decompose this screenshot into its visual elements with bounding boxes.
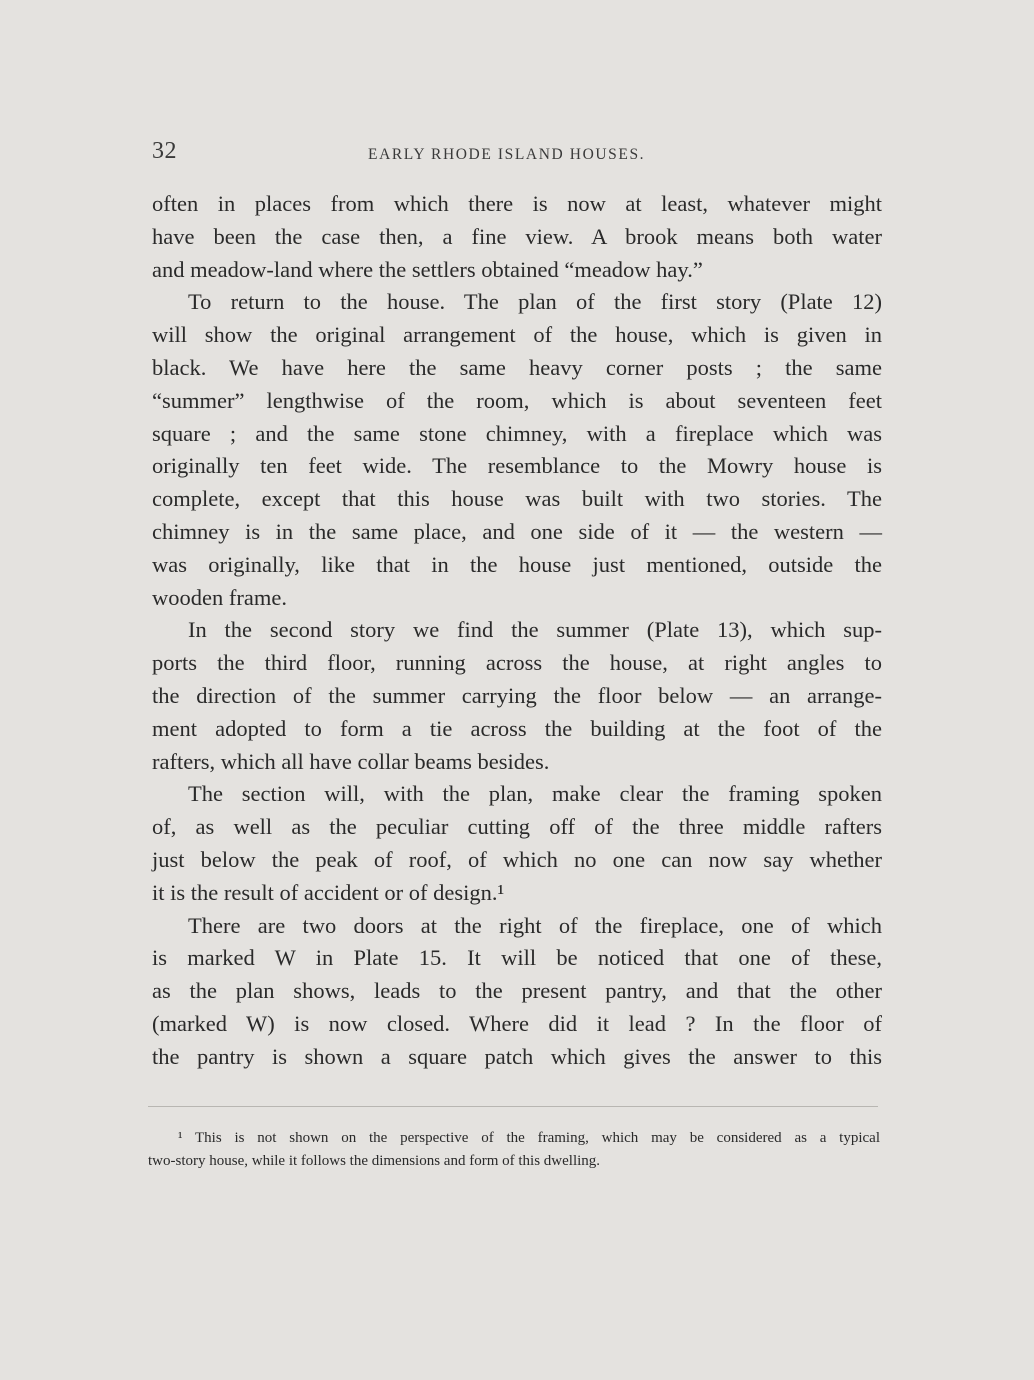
text-line: (marked W) is now closed. Where did it lead ? In the floor of <box>152 1010 882 1036</box>
text-line: In the second story we find the summer (Plate 13), which sup- <box>188 617 882 643</box>
text-line: it is the result of accident or of design.¹ <box>152 879 505 905</box>
text-line: was originally, like that in the house just mentioned, outside the <box>152 551 882 577</box>
text-line: will show the original arrangement of the house, which is given in <box>152 322 882 348</box>
footnote-divider <box>148 1106 878 1107</box>
text-line: black. We have here the same heavy corner posts ; the same <box>152 354 882 380</box>
text-line: chimney is in the same place, and one side of it — the western — <box>152 518 882 544</box>
text-line: just below the peak of roof, of which no one can now say whether <box>152 846 882 872</box>
page-header <box>152 138 882 168</box>
text-line: To return to the house. The plan of the first story (Plate 12) <box>188 289 882 315</box>
text-line: rafters, which all have collar beams besides. <box>152 748 550 774</box>
page-number: 32 <box>152 138 177 164</box>
text-line: complete, except that this house was built with two stories. The <box>152 486 882 512</box>
text-line: the pantry is shown a square patch which gives the answer to this <box>152 1043 882 1069</box>
footnote-line: two-story house, while it follows the dimensions and form of this dwelling. <box>148 1152 601 1169</box>
text-line: There are two doors at the right of the fireplace, one of which <box>188 912 882 938</box>
text-line: wooden frame. <box>152 584 287 610</box>
running-title: EARLY RHODE ISLAND HOUSES. <box>368 146 646 163</box>
text-line: ment adopted to form a tie across the building at the foot of the <box>152 715 882 741</box>
text-line: of, as well as the peculiar cutting off of the three middle rafters <box>152 814 882 840</box>
text-line: originally ten feet wide. The resemblance to the Mowry house is <box>152 453 882 479</box>
text-line: The section will, with the plan, make clear the framing spoken <box>188 781 882 807</box>
text-line: and meadow-land where the settlers obtained “meadow hay.” <box>152 256 703 282</box>
footnote-line: ¹ This is not shown on the perspective of the framing, which may be considered as a typical <box>178 1130 880 1146</box>
text-line: ports the third floor, running across the house, at right angles to <box>152 650 882 676</box>
text-line: as the plan shows, leads to the present pantry, and that the other <box>152 978 882 1004</box>
text-line: have been the case then, a fine view. A brook means both water <box>152 223 882 249</box>
text-line: square ; and the same stone chimney, with a fireplace which was <box>152 420 882 446</box>
text-line: is marked W in Plate 15. It will be noticed that one of these, <box>152 945 882 971</box>
text-line: “summer” lengthwise of the room, which is about seventeen feet <box>152 387 882 413</box>
body-text <box>152 188 882 1074</box>
footnote <box>148 1127 880 1172</box>
text-line: often in places from which there is now at least, whatever might <box>152 191 882 216</box>
text-line: the direction of the summer carrying the floor below — an arrange- <box>152 682 882 708</box>
